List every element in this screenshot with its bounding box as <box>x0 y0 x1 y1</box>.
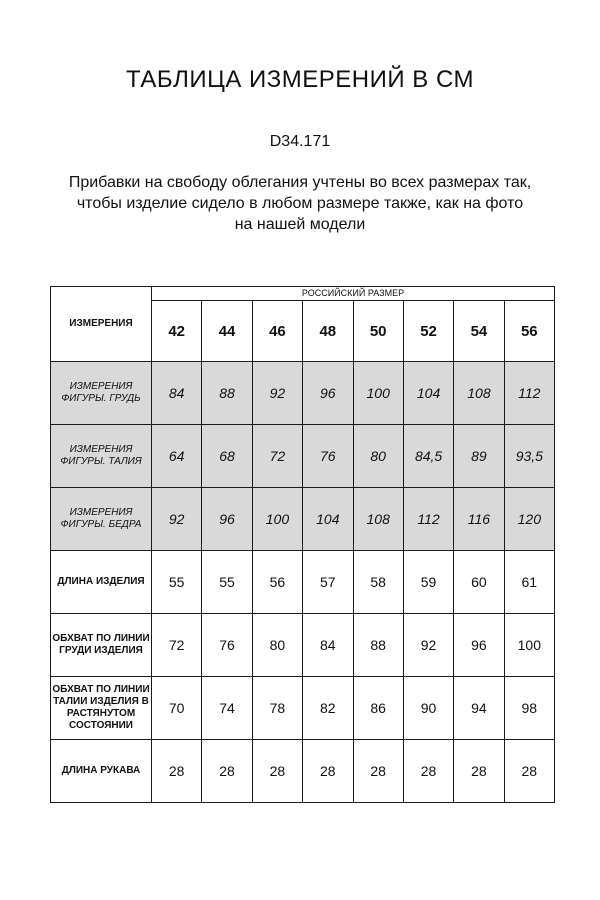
measurement-value: 70 <box>152 677 202 740</box>
measurement-value: 57 <box>303 551 353 614</box>
measurement-value: 104 <box>303 488 353 551</box>
measurement-value: 112 <box>504 362 554 425</box>
measurement-value: 92 <box>403 614 453 677</box>
row-label: ДЛИНА ИЗДЕЛИЯ <box>51 551 152 614</box>
measurement-value: 88 <box>202 362 252 425</box>
measurement-value: 28 <box>252 740 302 803</box>
size-table <box>50 286 555 803</box>
size-header: 56 <box>504 301 554 362</box>
measurement-value: 80 <box>252 614 302 677</box>
measurement-value: 93,5 <box>504 425 554 488</box>
table-row <box>51 425 555 488</box>
measurement-value: 56 <box>252 551 302 614</box>
table-row <box>51 614 555 677</box>
measurement-value: 28 <box>202 740 252 803</box>
measurement-value: 89 <box>454 425 504 488</box>
measurement-value: 92 <box>252 362 302 425</box>
row-label: ДЛИНА РУКАВА <box>51 740 152 803</box>
product-code: D34.171 <box>269 133 331 150</box>
measurement-value: 98 <box>504 677 554 740</box>
table-body <box>51 362 555 803</box>
measurement-value: 96 <box>454 614 504 677</box>
size-header: 54 <box>454 301 504 362</box>
table-row <box>51 362 555 425</box>
measurement-value: 28 <box>152 740 202 803</box>
measurement-value: 82 <box>303 677 353 740</box>
measurement-value: 92 <box>152 488 202 551</box>
measurement-value: 80 <box>353 425 403 488</box>
table-row <box>51 740 555 803</box>
measurement-value: 28 <box>504 740 554 803</box>
measurement-value: 76 <box>202 614 252 677</box>
measurement-value: 84,5 <box>403 425 453 488</box>
measurement-value: 55 <box>202 551 252 614</box>
fit-note-line: Прибавки на свободу облегания учтены во всех размерах так, <box>68 174 532 191</box>
measurement-value: 28 <box>303 740 353 803</box>
measurement-value: 60 <box>454 551 504 614</box>
table-row <box>51 677 555 740</box>
measurement-value: 86 <box>353 677 403 740</box>
row-label: ОБХВАТ ПО ЛИНИИ ГРУДИ ИЗДЕЛИЯ <box>51 614 152 677</box>
measurement-value: 108 <box>454 362 504 425</box>
measurement-value: 96 <box>303 362 353 425</box>
measurement-value: 72 <box>152 614 202 677</box>
table-row <box>51 551 555 614</box>
size-header: 44 <box>202 301 252 362</box>
measurement-value: 68 <box>202 425 252 488</box>
measurement-value: 28 <box>403 740 453 803</box>
row-label: ОБХВАТ ПО ЛИНИИ ТАЛИИ ИЗДЕЛИЯ В РАСТЯНУТОМ СОСТОЯНИИ <box>51 677 152 740</box>
measurement-value: 108 <box>353 488 403 551</box>
measurement-value: 88 <box>353 614 403 677</box>
measurement-value: 28 <box>353 740 403 803</box>
fit-note-line: на нашей модели <box>234 216 366 233</box>
fit-note-line: чтобы изделие сидело в любом размере также, как на фото <box>76 195 524 212</box>
measurement-value: 84 <box>152 362 202 425</box>
size-header: 42 <box>152 301 202 362</box>
measurement-value: 76 <box>303 425 353 488</box>
measurement-value: 84 <box>303 614 353 677</box>
fit-note <box>40 172 560 235</box>
measurement-value: 94 <box>454 677 504 740</box>
row-label: ИЗМЕРЕНИЯ ФИГУРЫ. ТАЛИЯ <box>51 425 152 488</box>
measurement-value: 100 <box>353 362 403 425</box>
measurement-value: 72 <box>252 425 302 488</box>
measurement-value: 90 <box>403 677 453 740</box>
measurement-value: 61 <box>504 551 554 614</box>
measurement-value: 64 <box>152 425 202 488</box>
measurement-value: 116 <box>454 488 504 551</box>
size-header: 50 <box>353 301 403 362</box>
size-header: 46 <box>252 301 302 362</box>
measurement-value: 112 <box>403 488 453 551</box>
measurement-value: 120 <box>504 488 554 551</box>
measurement-value: 55 <box>152 551 202 614</box>
measurement-value: 28 <box>454 740 504 803</box>
table-header-row <box>51 287 555 301</box>
size-header: 52 <box>403 301 453 362</box>
row-label: ИЗМЕРЕНИЯ ФИГУРЫ. БЕДРА <box>51 488 152 551</box>
measurement-value: 74 <box>202 677 252 740</box>
size-header: 48 <box>303 301 353 362</box>
table-row <box>51 488 555 551</box>
measurement-value: 58 <box>353 551 403 614</box>
size-group-header: РОССИЙСКИЙ РАЗМЕР <box>152 287 555 301</box>
page-title: ТАБЛИЦА ИЗМЕРЕНИЙ В СМ <box>125 66 475 93</box>
measurement-value: 96 <box>202 488 252 551</box>
measurement-value: 100 <box>252 488 302 551</box>
measurement-value: 100 <box>504 614 554 677</box>
row-label: ИЗМЕРЕНИЯ ФИГУРЫ. ГРУДЬ <box>51 362 152 425</box>
corner-label: ИЗМЕРЕНИЯ <box>51 287 152 362</box>
measurement-value: 78 <box>252 677 302 740</box>
measurement-value: 59 <box>403 551 453 614</box>
measurement-value: 104 <box>403 362 453 425</box>
